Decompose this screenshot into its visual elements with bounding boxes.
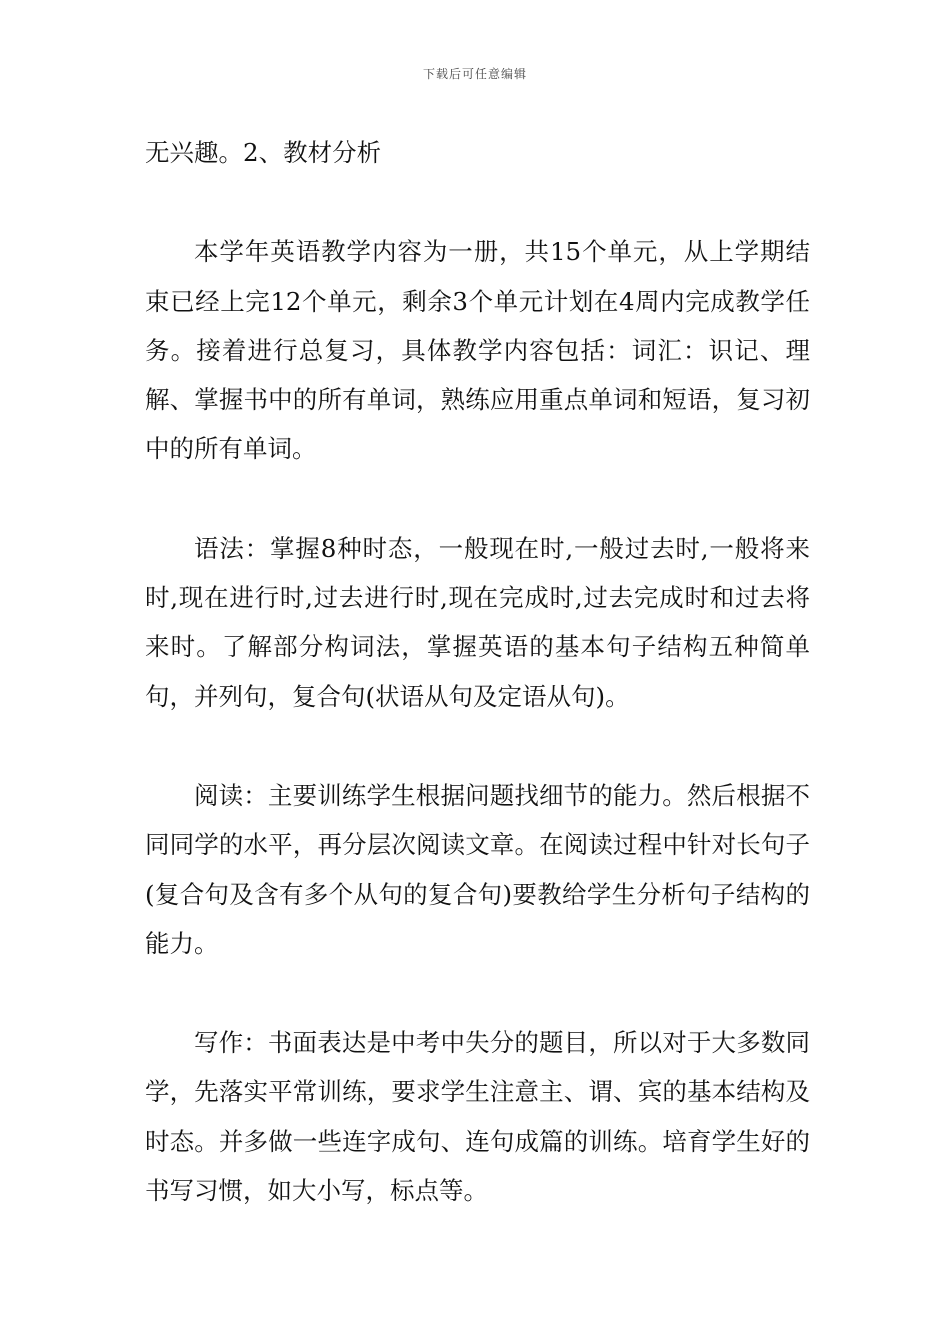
paragraph-textbook-analysis: 本学年英语教学内容为一册，共15个单元，从上学期结束已经上完12个单元，剩余3个单元计划在4周内完成教学任务。接着进行总复习，具体教学内容包括：词汇：识记、理解、掌握书中的所有单词，熟练应用重点单词和短语，复习初中的所有单词。 xyxy=(145,237,810,464)
document-body xyxy=(145,128,810,1215)
paragraph-grammar: 语法：掌握8种时态，一般现在时,一般过去时,一般将来时,现在进行时,过去进行时,现在完成时,过去完成时和过去将来时。了解部分构词法，掌握英语的基本句子结构五种简单句，并列句，复合句(状语从句及定语从句)。 xyxy=(145,533,810,711)
paragraph-reading: 阅读：主要训练学生根据问题找细节的能力。然后根据不同同学的水平，再分层次阅读文章。在阅读过程中针对长句子(复合句及含有多个从句的复合句)要教给学生分析句子结构的能力。 xyxy=(145,780,810,958)
lead-line: 无兴趣。2、教材分析 xyxy=(145,138,382,167)
paragraph-writing: 写作：书面表达是中考中失分的题目，所以对于大多数同学，先落实平常训练，要求学生注意主、谓、宾的基本结构及时态。并多做一些连字成句、连句成篇的训练。培育学生好的书写习惯，如大小写，标点等。 xyxy=(145,1028,810,1206)
page-header: 下载后可任意编辑 xyxy=(422,67,527,81)
